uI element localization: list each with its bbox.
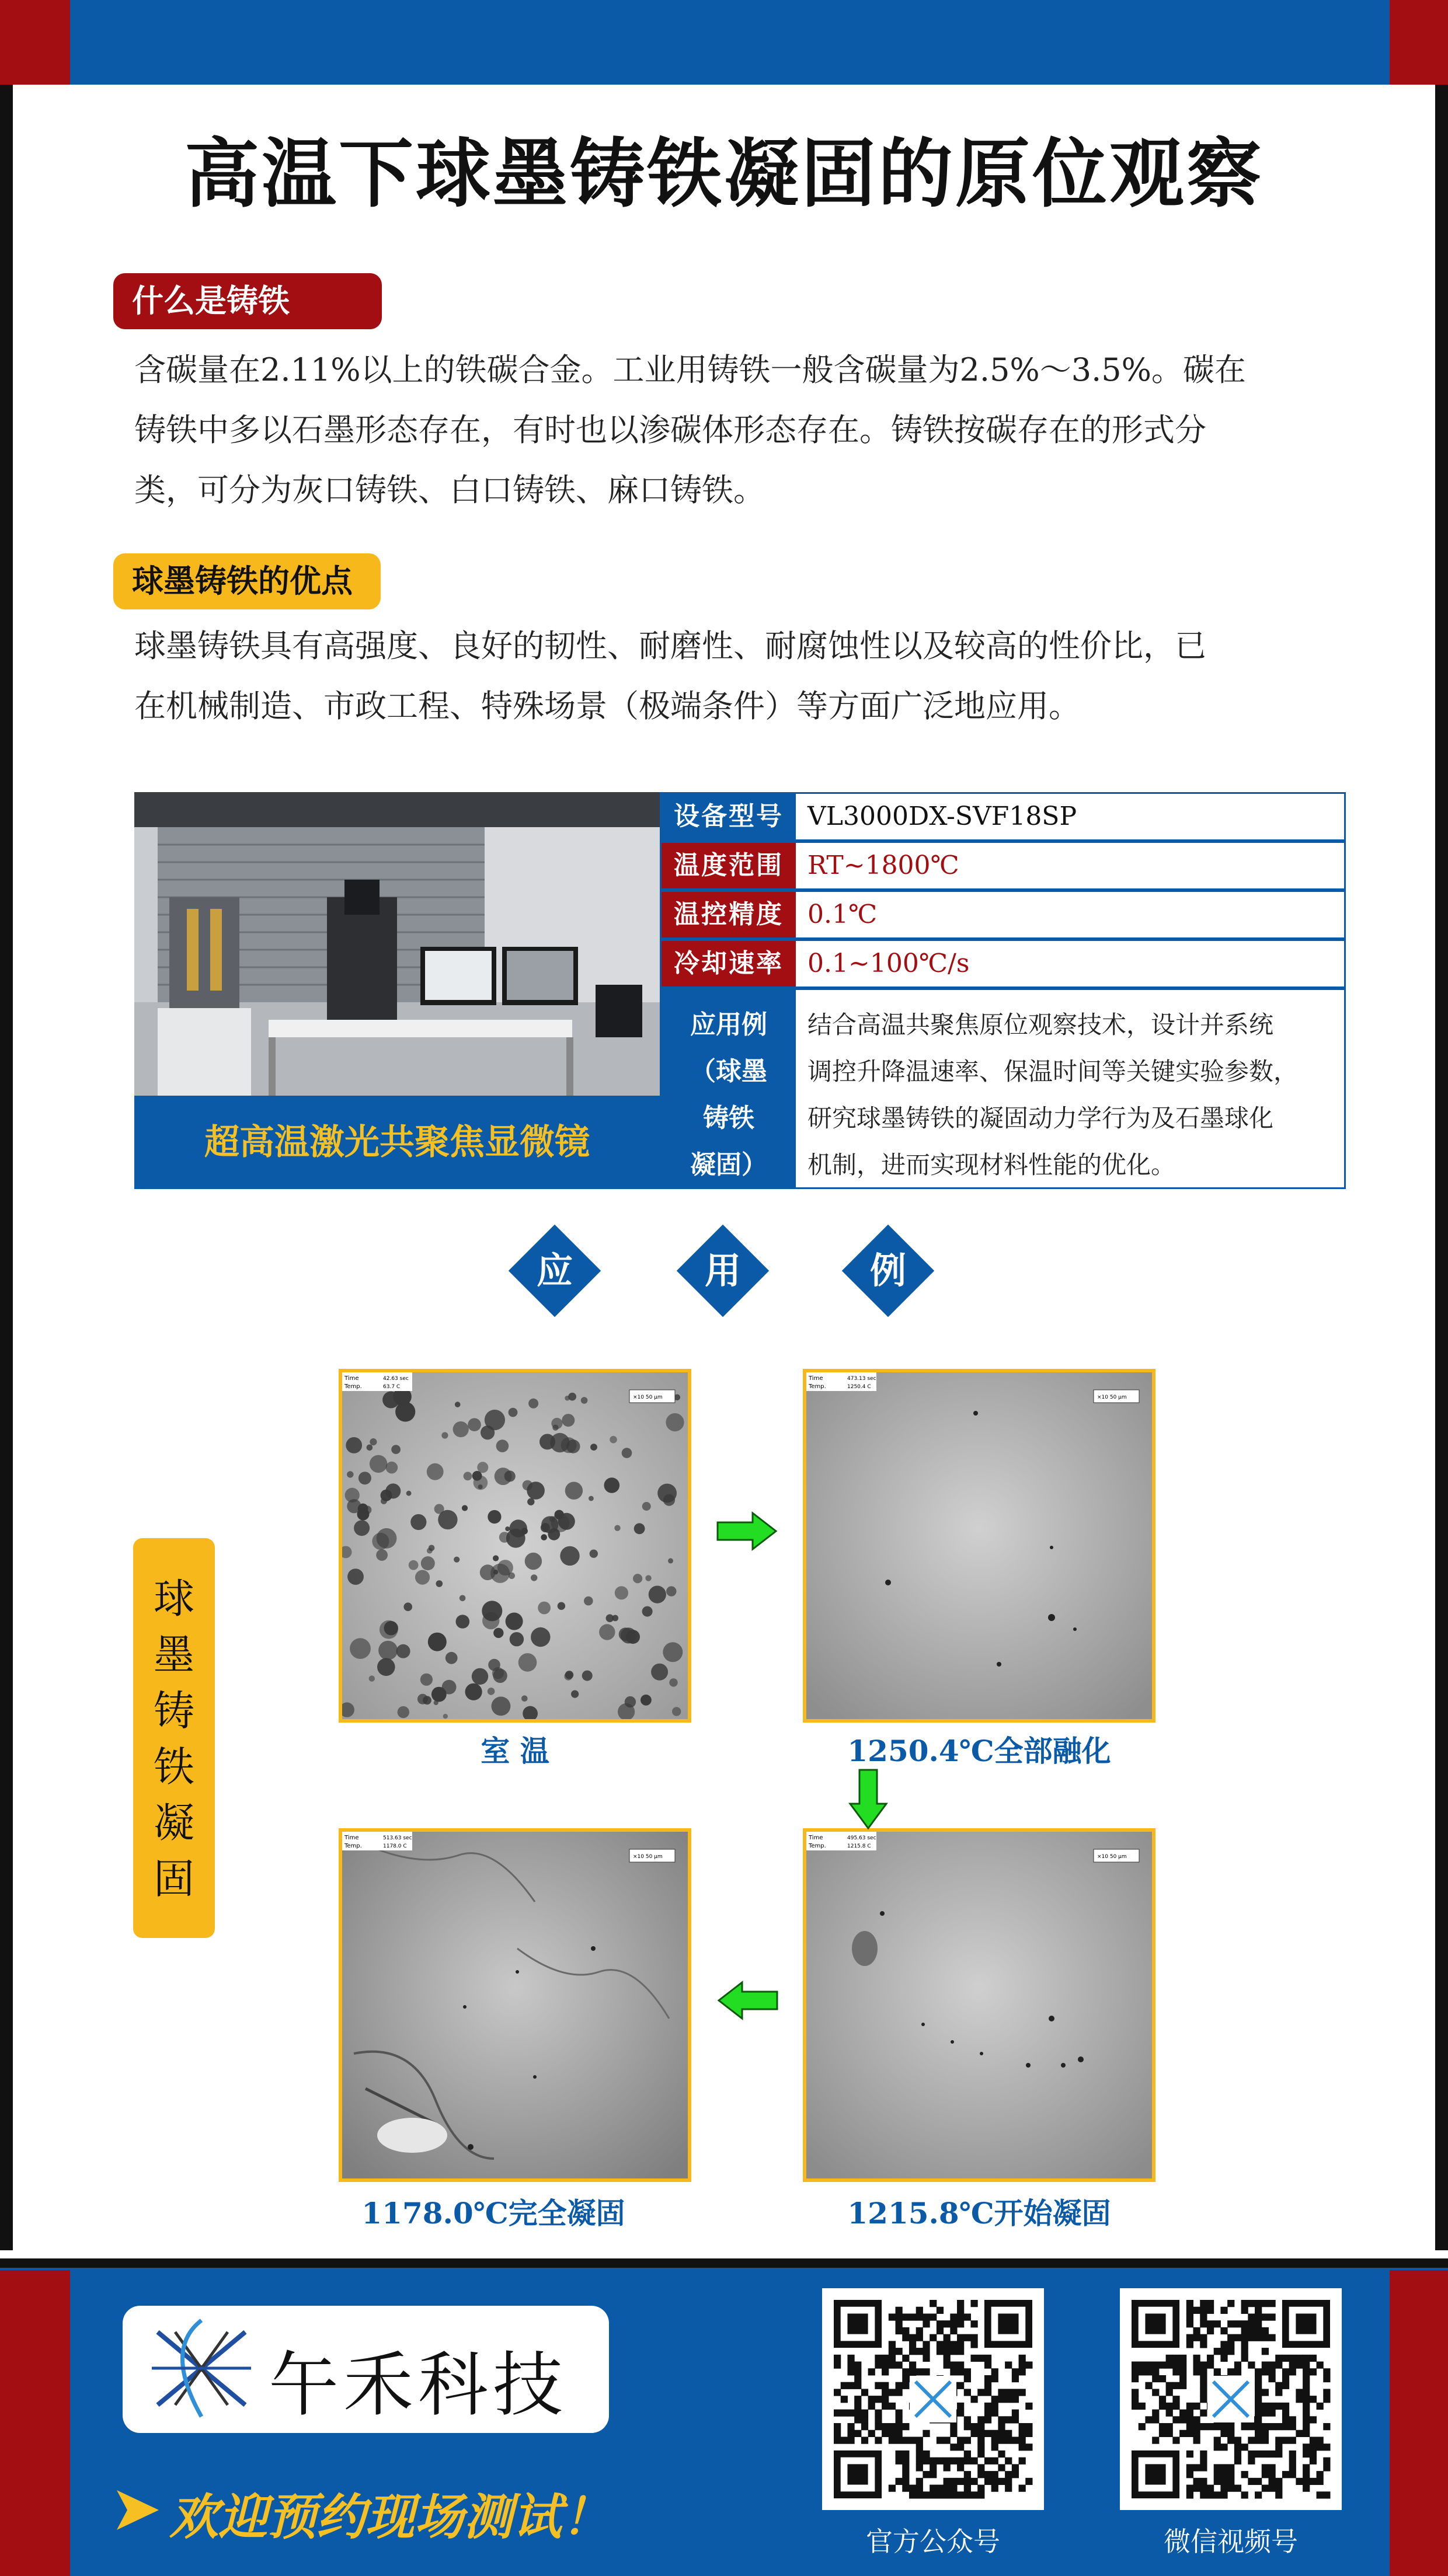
graphite-nodule: [346, 1437, 362, 1453]
graphite-nodule: [431, 1687, 447, 1702]
graphite-nodule: [386, 1462, 398, 1474]
graphite-nodule: [455, 1402, 461, 1407]
graphite-nodule: [376, 1549, 388, 1561]
graphite-nodule: [477, 1462, 488, 1473]
graphite-nodule: [398, 1706, 409, 1718]
graphite-nodule: [552, 1425, 558, 1431]
graphite-nodule: [558, 1602, 565, 1610]
graphite-nodule: [562, 1414, 575, 1427]
graphite-nodule: [464, 1472, 472, 1480]
time-label: Time: [344, 1835, 359, 1841]
graphite-nodule: [493, 1555, 499, 1561]
temp-label: Temp.: [344, 1383, 362, 1390]
scale-bar-label: ×10 50 μm: [633, 1395, 663, 1400]
slogan: 欢迎预约现场测试！: [169, 2488, 611, 2546]
graphite-nodule: [612, 1615, 618, 1622]
text-line: 球墨铸铁具有高强度、良好的韧性、耐磨性、耐腐蚀性以及较高的性价比，已: [134, 628, 1206, 664]
graphite-nodule: [474, 1476, 488, 1490]
spec-row-temp-precision: [660, 890, 1346, 939]
temp-label: Temp.: [344, 1843, 362, 1849]
graphite-nodule: [521, 1695, 528, 1702]
caption-full-solidification: 1178.0℃完全凝固: [361, 2196, 625, 2230]
graphite-nodule: [493, 1628, 503, 1638]
micrograph-room-temperature: [339, 1369, 691, 1723]
micrograph-full-solidification: [339, 1828, 691, 2182]
graphite-nodule: [497, 1560, 513, 1575]
graphite-nodule: [468, 1418, 481, 1431]
diamond-label: 应: [536, 1249, 573, 1292]
page-title: 高温下球墨铸铁凝固的原位观察: [184, 131, 1263, 218]
microscope-photo: [134, 792, 660, 1096]
graphite-nodule: [657, 1484, 677, 1503]
graphite-nodule: [378, 1641, 398, 1660]
time-value: 473.13 sec: [847, 1376, 876, 1382]
graphite-nodule: [496, 1439, 509, 1452]
graphite-nodule: [354, 1520, 370, 1536]
graphite-nodule: [531, 1574, 537, 1581]
graphite-nodule: [417, 1694, 428, 1704]
left-border: [0, 85, 13, 2256]
top-banner-left-accent: [0, 0, 70, 85]
time-value: 495.63 sec: [847, 1835, 876, 1841]
graphite-nodule: [367, 1445, 373, 1451]
scale-bar-label: ×10 50 μm: [633, 1854, 663, 1860]
graphite-nodule: [462, 1505, 468, 1511]
time-value: 42.63 sec: [383, 1376, 409, 1382]
graphite-nodule: [445, 1652, 458, 1664]
graphite-nodule: [584, 1597, 593, 1606]
graphite-nodule: [610, 1436, 617, 1444]
application-label-line: 应用例: [690, 1010, 767, 1040]
graphite-nodule: [409, 1560, 419, 1570]
graphite-nodule: [668, 1558, 673, 1563]
temp-label: Temp.: [809, 1383, 826, 1390]
graphite-nodule: [436, 1580, 443, 1587]
graphite-nodule: [510, 1519, 527, 1537]
side-tag-char: 固: [154, 1855, 194, 1903]
right-border: [1435, 85, 1448, 2256]
graphite-nodule: [604, 1477, 620, 1493]
graphite-nodule: [493, 1570, 498, 1574]
footer-right-accent: [1390, 2270, 1448, 2576]
diamond-label: 用: [704, 1249, 741, 1292]
graphite-nodule: [396, 1644, 410, 1658]
graphite-nodule: [663, 1642, 683, 1662]
text-line: 结合高温共聚焦原位观察技术，设计并系统: [807, 1010, 1274, 1039]
time-label: Time: [809, 1835, 823, 1841]
graphite-nodule: [377, 1658, 395, 1676]
graphite-nodule: [369, 1675, 375, 1681]
graphite-nodule: [347, 1471, 353, 1477]
graphite-nodule: [633, 1574, 642, 1583]
graphite-nodule: [391, 1445, 401, 1454]
text-line: 研究球墨铸铁的凝固动力学行为及石墨球化: [807, 1104, 1274, 1132]
side-tag-char: 铸: [154, 1687, 194, 1735]
graphite-nodule: [614, 1525, 620, 1531]
footer-left-accent: [0, 2270, 70, 2576]
text-line: 调控升降温速率、保温时间等关键实验参数，: [807, 1057, 1299, 1086]
graphite-nodule: [372, 1533, 389, 1550]
graphite-nodule: [531, 1627, 550, 1647]
graphite-nodule: [488, 1510, 501, 1524]
graphite-nodule: [460, 1595, 466, 1602]
graphite-nodule: [666, 1413, 684, 1431]
text-line: 在机械制造、市政工程、特殊场景（极端条件）等方面广泛地应用。: [134, 688, 1080, 724]
micrograph-start-solidification: [803, 1828, 1155, 2182]
graphite-nodule: [410, 1514, 426, 1530]
scale-bar-label: ×10 50 μm: [1097, 1854, 1127, 1860]
graphite-nodule: [510, 1632, 524, 1646]
text-line: 铸铁中多以石墨形态存在，有时也以渗碳体形态存在。铸铁按碳存在的形式分: [134, 412, 1206, 448]
spec-row-application: [660, 988, 1346, 1189]
application-text: [807, 1002, 1336, 1188]
graphite-nodule: [453, 1421, 469, 1437]
graphite-nodule: [560, 1546, 579, 1566]
graphite-nodule: [589, 1496, 594, 1501]
graphite-nodule: [427, 1548, 433, 1554]
graphite-nodule: [358, 1472, 371, 1484]
temp-value: 63.7 C: [383, 1384, 401, 1390]
graphite-nodule: [428, 1633, 447, 1651]
microscope-caption: 超高温激光共聚焦显微镜: [134, 1096, 660, 1189]
graphite-nodule: [499, 1532, 510, 1543]
top-banner: [0, 0, 1448, 85]
graphite-nodule: [642, 1502, 651, 1511]
graphite-nodule: [615, 1586, 628, 1599]
micrograph-fully-melted: [803, 1369, 1155, 1723]
diamond-label: 例: [869, 1249, 906, 1292]
graphite-nodule: [481, 1425, 495, 1439]
graphite-nodule: [645, 1575, 651, 1581]
spec-label: 温度范围: [662, 843, 796, 888]
graphite-nodule: [472, 1668, 488, 1685]
scale-bar-label: ×10 50 μm: [1097, 1395, 1127, 1400]
graphite-nodule: [528, 1399, 538, 1409]
graphite-nodule: [550, 1433, 569, 1452]
graphite-nodule: [427, 1463, 444, 1480]
application-label-line: 凝固）: [690, 1150, 767, 1180]
side-tag-char: 铁: [154, 1743, 194, 1791]
temp-label: Temp.: [809, 1843, 826, 1849]
graphite-nodule: [538, 1602, 551, 1615]
graphite-nodule: [482, 1612, 499, 1629]
company-name: 午禾科技: [269, 2345, 568, 2426]
graphite-nodule: [441, 1432, 448, 1438]
graphite-nodule: [403, 1602, 412, 1611]
graphite-nodule: [492, 1697, 511, 1716]
graphite-nodule: [443, 1714, 448, 1719]
graphite-nodule: [506, 1613, 523, 1630]
graphite-nodule: [527, 1498, 534, 1505]
graphite-nodule: [599, 1624, 615, 1640]
spec-value: 0.1~100℃/s: [807, 949, 970, 978]
graphite-nodule: [370, 1438, 377, 1445]
spec-label: 温控精度: [662, 892, 796, 937]
graphite-nodule: [527, 1482, 545, 1500]
section-text-cast-iron: [134, 340, 1331, 520]
spec-row-cooling-rate: [660, 939, 1346, 988]
graphite-nodule: [385, 1483, 401, 1498]
top-banner-right-accent: [1390, 0, 1448, 85]
graphite-nodule: [581, 1397, 588, 1404]
graphite-nodule: [438, 1510, 457, 1529]
graphite-nodule: [571, 1690, 579, 1698]
qr-caption-official-account: 官方公众号: [866, 2526, 1000, 2557]
graphite-nodule: [495, 1467, 512, 1485]
graphite-nodule: [565, 1482, 583, 1500]
spec-value: 0.1℃: [807, 900, 878, 929]
caption-room-temperature: 室 温: [481, 1734, 549, 1768]
graphite-nodule: [350, 1638, 371, 1659]
graphite-nodule: [518, 1653, 537, 1672]
graphite-nodule: [551, 1514, 570, 1532]
text-line: 机制，进而实现材料性能的优化。: [807, 1151, 1176, 1179]
graphite-nodule: [582, 1671, 593, 1681]
spec-label: 冷却速率: [662, 941, 796, 987]
graphite-nodule: [382, 1392, 399, 1409]
graphite-nodule: [454, 1557, 460, 1563]
company-logo-icon: [140, 2314, 263, 2422]
section-heading-cast-iron: 什么是铸铁: [113, 273, 382, 329]
application-label-line: （球墨: [690, 1057, 767, 1086]
spec-row-temp-range: [660, 841, 1346, 890]
side-tag-char: 凝: [154, 1799, 194, 1847]
graphite-nodule: [634, 1523, 645, 1534]
graphite-nodule: [641, 1695, 652, 1706]
graphite-nodule: [384, 1621, 398, 1635]
section-text-ductile-iron: [134, 616, 1331, 736]
arrow-right-icon: [715, 1511, 779, 1552]
spec-label: 设备型号: [662, 794, 796, 839]
graphite-nodule: [347, 1499, 361, 1513]
footer-gap: [0, 2250, 1448, 2258]
spec-table: [660, 792, 1346, 1189]
application-label-line: 铸铁: [703, 1103, 754, 1133]
qr-code-official-account[interactable]: [822, 2288, 1044, 2510]
graphite-nodule: [415, 1570, 430, 1585]
graphite-nodule: [564, 1672, 572, 1681]
time-label: Time: [809, 1375, 823, 1382]
section-heading-ductile-iron: 球墨铸铁的优点: [113, 553, 381, 609]
graphite-nodule: [541, 1534, 547, 1540]
graphite-nodule: [568, 1393, 576, 1401]
graphite-nodule: [672, 1707, 681, 1716]
temp-value: 1250.4 C: [847, 1384, 871, 1390]
graphite-nodule: [509, 1408, 518, 1417]
graphite-nodule: [669, 1678, 677, 1686]
qr-code-wechat-channel[interactable]: [1120, 2288, 1342, 2510]
text-line: 类，可分为灰口铸铁、白口铸铁、麻口铸铁。: [134, 472, 765, 508]
graphite-nodule: [625, 1696, 636, 1707]
graphite-nodule: [590, 1444, 597, 1451]
graphite-nodule: [621, 1627, 636, 1643]
graphite-nodule: [456, 1615, 470, 1629]
side-tag-char: 墨: [154, 1631, 194, 1679]
qr-caption-wechat-channel: 微信视频号: [1164, 2526, 1298, 2557]
graphite-nodule: [649, 1586, 666, 1604]
side-tag-ductile-solidification: [133, 1538, 215, 1938]
arrow-left-icon: [715, 1980, 779, 2021]
graphite-nodule: [406, 1491, 412, 1496]
graphite-nodule: [488, 1688, 495, 1695]
text-line: 含碳量在2.11%以上的铁碳合金。工业用铸铁一般含碳量为2.5%～3.5%。碳在: [134, 351, 1246, 388]
spec-row-model: [660, 792, 1346, 841]
graphite-nodule: [492, 1667, 504, 1679]
graphite-nodule: [465, 1683, 482, 1700]
arrow-down-icon: [848, 1768, 889, 1832]
graphite-nodule: [505, 1526, 510, 1531]
spec-value: RT~1800℃: [807, 850, 959, 880]
temp-value: 1215.8 C: [847, 1843, 871, 1849]
graphite-nodule: [590, 1550, 598, 1558]
time-value: 513.63 sec: [383, 1835, 412, 1841]
graphite-nodule: [651, 1664, 668, 1681]
graphite-nodule: [666, 1586, 676, 1596]
side-tag-char: 球: [154, 1575, 194, 1623]
graphite-nodule: [347, 1568, 364, 1585]
graphite-nodule: [370, 1455, 387, 1473]
caption-fully-melted: 1250.4℃全部融化: [847, 1734, 1111, 1768]
time-label: Time: [344, 1375, 359, 1382]
graphite-nodule: [642, 1606, 653, 1617]
caption-start-solidification: 1215.8℃开始凝固: [847, 2196, 1111, 2230]
temp-value: 1178.0 C: [383, 1843, 407, 1849]
play-arrow-icon: [114, 2488, 161, 2532]
graphite-nodule: [525, 1553, 542, 1570]
graphite-nodule: [420, 1674, 433, 1686]
graphite-nodule: [622, 1448, 632, 1458]
graphite-nodule: [421, 1556, 435, 1570]
application-label: [662, 990, 796, 1187]
spec-value: VL3000DX-SVF18SP: [807, 801, 1077, 831]
